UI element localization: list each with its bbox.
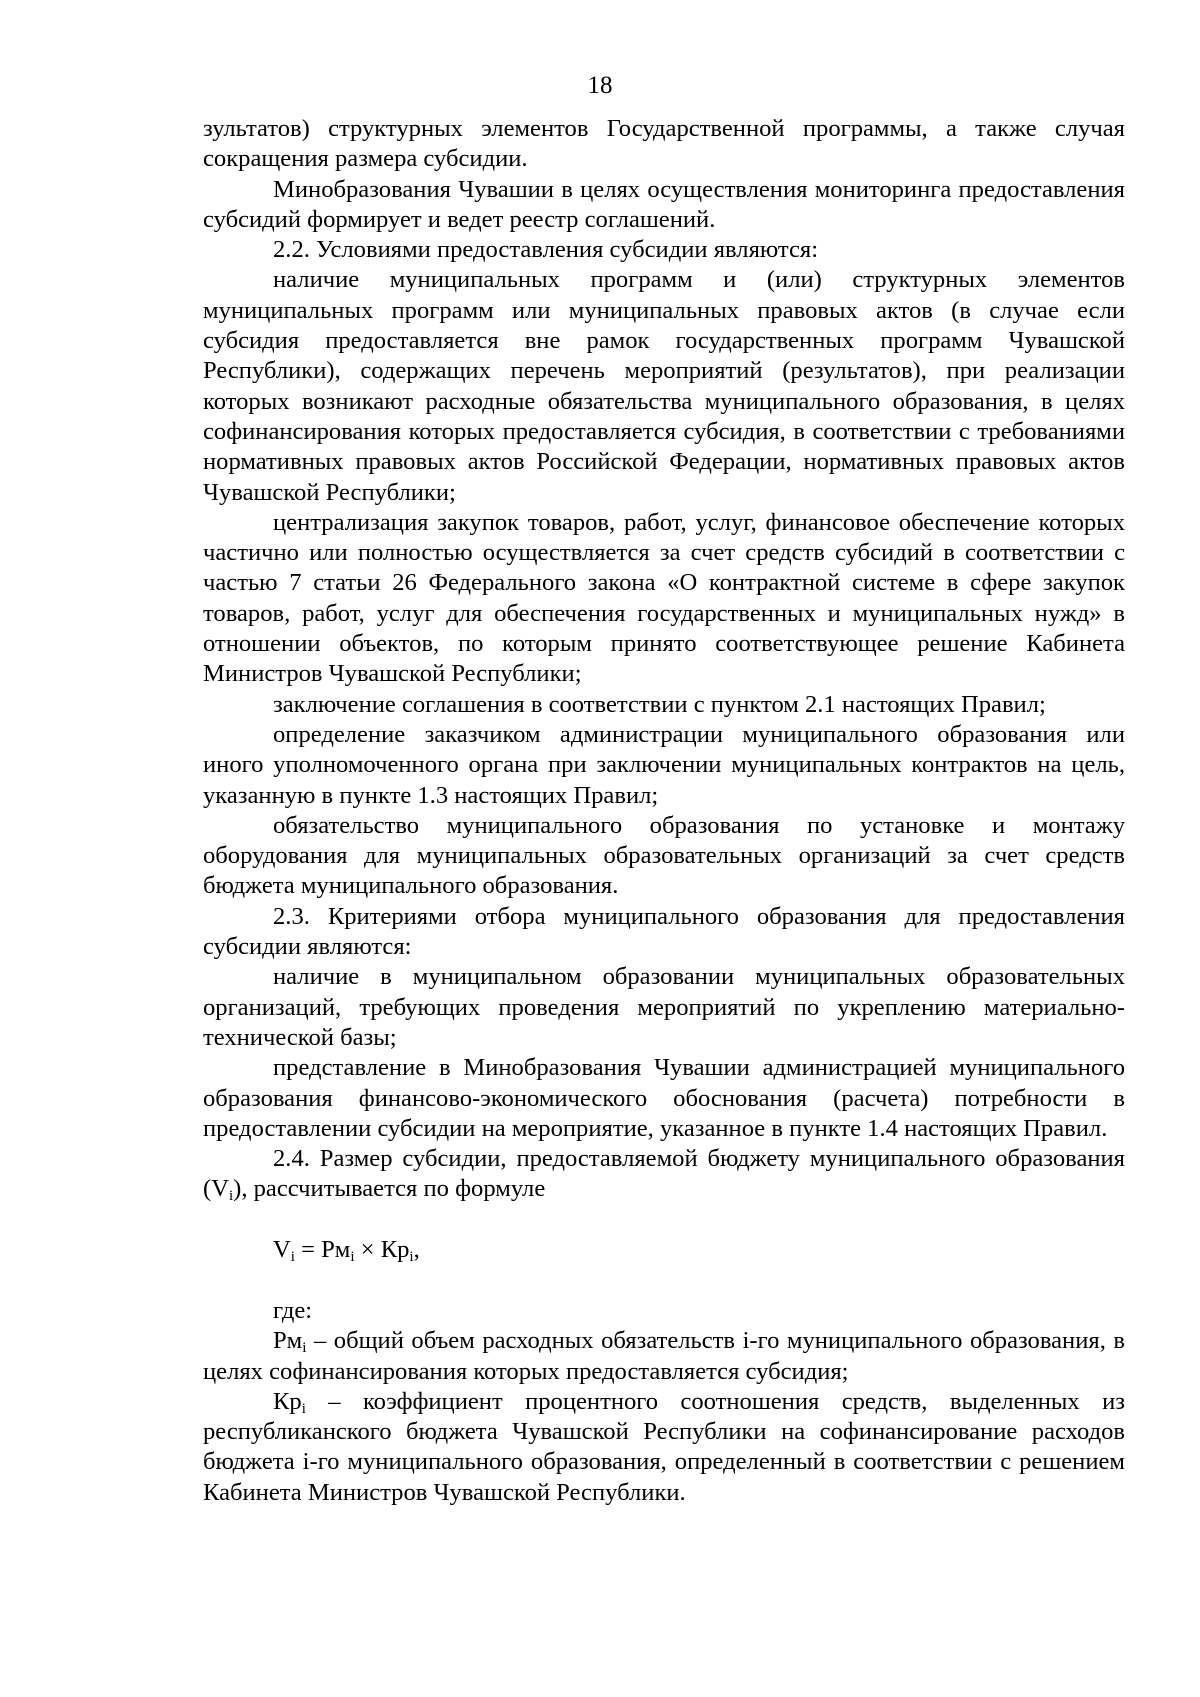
- term-rm: Рм: [273, 1327, 303, 1355]
- condition-municipal-programs: наличие муниципальных программ и (или) структурных элементов муниципальных программ или муниципальных правовых актов (в случае если субсидия предоставляется вне рамок государственных программ Чувашской Республики), содержащих перечень мероприятий (результатов), при реализации которых возникают расходные обязательства муниципального образования, в целях софинансирования которых предоставляется субсидия, в соответствии с требованиями нормативных правовых актов Российской Федерации, нормативных правовых актов Чувашской Республики;: [203, 266, 1125, 506]
- paragraph-registry: Минобразования Чувашии в целях осуществления мониторинга предоставления субсидий формирует и ведет реестр соглашений.: [203, 175, 1125, 233]
- document-body: [203, 114, 1125, 1508]
- definition-kp: [203, 1387, 1125, 1508]
- criterion-organizations: наличие в муниципальном образовании муниципальных образовательных организаций, требующих проведения мероприятий по укреплению материально-технической базы;: [203, 963, 1125, 1051]
- subsidy-formula: [203, 1235, 1125, 1265]
- page-number: 18: [587, 72, 613, 99]
- condition-centralized-procurement: централизация закупок товаров, работ, услуг, финансовое обеспечение которых частично или полностью осуществляется за счет средств субсидий в соответствии с частью 7 статьи 26 Федерального закона «О контрактной системе в сфере закупок товаров, работ, услуг для обеспечения государственных и муниципальных нужд» в отношении объектов, по которым принято соответствующее решение Кабинета Министров Чувашской Республики;: [203, 508, 1125, 688]
- formula-end: ,: [413, 1235, 420, 1263]
- subscript-i: i: [228, 1188, 234, 1205]
- section-2-3-heading: 2.3. Критериями отбора муниципального образования для предоставления субсидии являются:: [203, 902, 1125, 961]
- term-kp-subscript: i: [301, 1400, 306, 1417]
- term-kp: Кр: [273, 1387, 302, 1415]
- section-2-4-paragraph: [203, 1144, 1125, 1205]
- formula-times: ×: [354, 1235, 381, 1263]
- paragraph-continuation: зультатов) структурных элементов Государственной программы, а также случая сокращения размера субсидии.: [203, 115, 1125, 173]
- formula-rm: Рм: [321, 1235, 351, 1263]
- section-2-4-text: 2.4. Размер субсидии, предоставляемой бюджету муниципального образования (V: [203, 1145, 1125, 1203]
- section-2-4-text-end: ), рассчитывается по формуле: [233, 1175, 546, 1203]
- definition-rm: [203, 1326, 1125, 1387]
- condition-customer: определение заказчиком администрации муниципального образования или иного уполномоченного органа при заключении муниципальных контрактов на цель, указанную в пункте 1.3 настоящих Правил;: [203, 720, 1125, 809]
- definition-rm-text: – общий объем расходных обязательств i-го муниципального образования, в целях софинансирования которых предоставляется субсидия;: [203, 1327, 1125, 1385]
- criterion-justification: представление в Минобразования Чувашии администрацией муниципального образования финансово-экономического обоснования (расчета) потребности в предоставлении субсидии на мероприятие, указанное в пункте 1.4 настоящих Правил.: [203, 1054, 1125, 1142]
- condition-equipment-installation: обязательство муниципального образования по установке и монтажу оборудования для муниципальных образовательных организаций за счет средств бюджета муниципального образования.: [203, 811, 1125, 900]
- where-label: где:: [273, 1296, 313, 1324]
- formula-kp: Кр: [380, 1235, 410, 1263]
- term-rm-subscript: i: [302, 1340, 307, 1357]
- condition-agreement: заключение соглашения в соответствии с пунктом 2.1 настоящих Правил;: [273, 690, 1046, 718]
- formula-rm-subscript: i: [350, 1248, 355, 1265]
- formula-equals: =: [294, 1235, 322, 1263]
- definition-kp-text: – коэффициент процентного соотношения средств, выделенных из республиканского бюджета Чувашской Республики на софинансирование расходов бюджета i-го муниципального образования, определенный в соответствии с решением Кабинета Министров Чувашской Республики.: [203, 1387, 1125, 1506]
- formula-v: V: [273, 1235, 291, 1263]
- formula-kp-subscript: i: [409, 1248, 414, 1265]
- formula-v-subscript: i: [290, 1248, 295, 1265]
- section-2-2-heading: 2.2. Условиями предоставления субсидии являются:: [273, 236, 819, 264]
